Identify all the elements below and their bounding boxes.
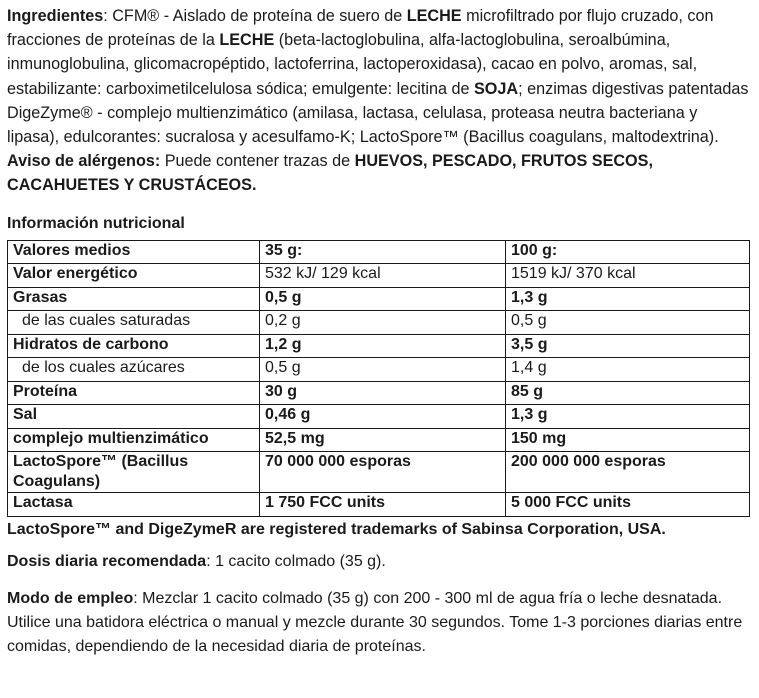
value-100g-cell: 3,5 g — [506, 334, 750, 358]
value-35g-cell: 0,46 g — [260, 405, 506, 429]
nutrient-name-cell: de los cuales azúcares — [8, 358, 260, 382]
nutrition-row — [8, 381, 750, 405]
nutrient-name-cell: Grasas — [8, 287, 260, 311]
nutrition-row — [8, 264, 750, 288]
value-35g-cell: 70 000 000 esporas — [260, 452, 506, 493]
value-35g-cell: 0,2 g — [260, 311, 506, 335]
value-100g-cell: 1,3 g — [506, 287, 750, 311]
usage-instructions — [7, 587, 751, 659]
nutrient-name-cell: LactoSpore™ (Bacillus Coagulans) — [8, 452, 260, 493]
trademark-notice: LactoSpore™ and DigeZymeR are registered trademarks of Sabinsa Corporation, USA. — [7, 520, 666, 538]
ingredients-text-5: Puede contener trazas de — [160, 152, 355, 171]
ingredients-text-1: : CFM® - Aislado de proteína de suero de — [103, 7, 407, 25]
nutrient-name-cell: Proteína — [8, 381, 260, 405]
allergen-list: HUEVOS, PESCADO, FRUTOS SECOS, CACAHUETES Y CRUSTÁCEOS. — [7, 152, 653, 195]
allergen-warning-label: Aviso de alérgenos: — [7, 152, 161, 171]
nutrition-row — [8, 334, 750, 358]
nutrient-name-cell: Hidratos de carbono — [8, 334, 260, 358]
ingredients-text-2: microfiltrado por flujo cruzado, con fracciones de proteínas de la — [7, 7, 714, 50]
value-35g-cell: 1 750 FCC units — [260, 493, 506, 517]
value-100g-cell: 85 g — [506, 381, 750, 405]
usage-text: : Mezclar 1 cacito colmado (35 g) con 200 - 300 ml de agua fría o leche desnatada. Utilice una batidora eléctrica o manual y mezcle durante 30 segundos. Tome 1-3 porciones diarias entre comidas, dependiendo de la necesidad diaria de proteínas. — [7, 589, 743, 655]
allergen-leche-1: LECHE — [406, 7, 462, 25]
nutrition-row — [8, 358, 750, 382]
value-100g-cell: 200 000 000 esporas — [506, 452, 750, 493]
value-100g-cell: 0,5 g — [506, 311, 750, 335]
nutrient-name-cell: Valor energético — [8, 264, 260, 288]
nutrition-row — [8, 240, 750, 264]
ingredients-paragraph — [7, 4, 751, 198]
value-100g-cell: 1,4 g — [506, 358, 750, 382]
nutrition-row — [8, 493, 750, 517]
nutrient-name-cell: Sal — [8, 405, 260, 429]
value-35g-cell: 52,5 mg — [260, 428, 506, 452]
usage-label: Modo de empleo — [7, 589, 134, 607]
nutrient-name-cell: Lactasa — [8, 493, 260, 517]
ingredients-text-3: (beta-lactoglobulina, alfa-lactoglobulina, seroalbúmina, inmunoglobulina, glicomacropéptido, lactoferrina, lactoperoxidasa), cacao en polvo, aromas, sal, estabilizante: carboximetilcelulosa sódica; emulgente: lecitina de — [7, 31, 698, 98]
value-35g-cell: 0,5 g — [260, 358, 506, 382]
nutrition-row — [8, 428, 750, 452]
value-100g-cell: 5 000 FCC units — [506, 493, 750, 517]
value-100g-cell: 1519 kJ/ 370 kcal — [506, 264, 750, 288]
allergen-soja: SOJA — [474, 79, 519, 98]
value-100g-cell: 100 g: — [506, 240, 750, 264]
nutrition-row — [8, 287, 750, 311]
ingredients-text-4: ; enzimas digestivas patentadas DigeZyme® - complejo multienzimático (amilasa, lactasa, celulasa, proteasa neutra bacteriana y lipasa), edulcorantes: sucralosa y acesulfamo-K; LactoSpore™ (Bacillus coagulans, maltodextrina). — [7, 79, 749, 147]
daily-dose-text: : 1 cacito colmado (35 g). — [206, 552, 386, 570]
nutrition-title: Información nutricional — [7, 214, 185, 232]
nutrition-row — [8, 452, 750, 493]
daily-dose — [7, 551, 751, 573]
allergen-leche-2: LECHE — [219, 31, 275, 50]
value-35g-cell: 0,5 g — [260, 287, 506, 311]
value-35g-cell: 30 g — [260, 381, 506, 405]
ingredients-label: Ingredientes — [7, 7, 104, 25]
daily-dose-label: Dosis diaria recomendada — [7, 552, 207, 570]
nutrient-name-cell: complejo multienzimático — [8, 428, 260, 452]
value-100g-cell: 150 mg — [506, 428, 750, 452]
value-35g-cell: 532 kJ/ 129 kcal — [260, 264, 506, 288]
nutrition-row — [8, 405, 750, 429]
value-35g-cell: 1,2 g — [260, 334, 506, 358]
value-100g-cell: 1,3 g — [506, 405, 750, 429]
nutrient-name-cell: Valores medios — [8, 240, 260, 264]
value-35g-cell: 35 g: — [260, 240, 506, 264]
nutrition-row — [8, 311, 750, 335]
nutrition-table — [7, 240, 750, 517]
nutrient-name-cell: de las cuales saturadas — [8, 311, 260, 335]
